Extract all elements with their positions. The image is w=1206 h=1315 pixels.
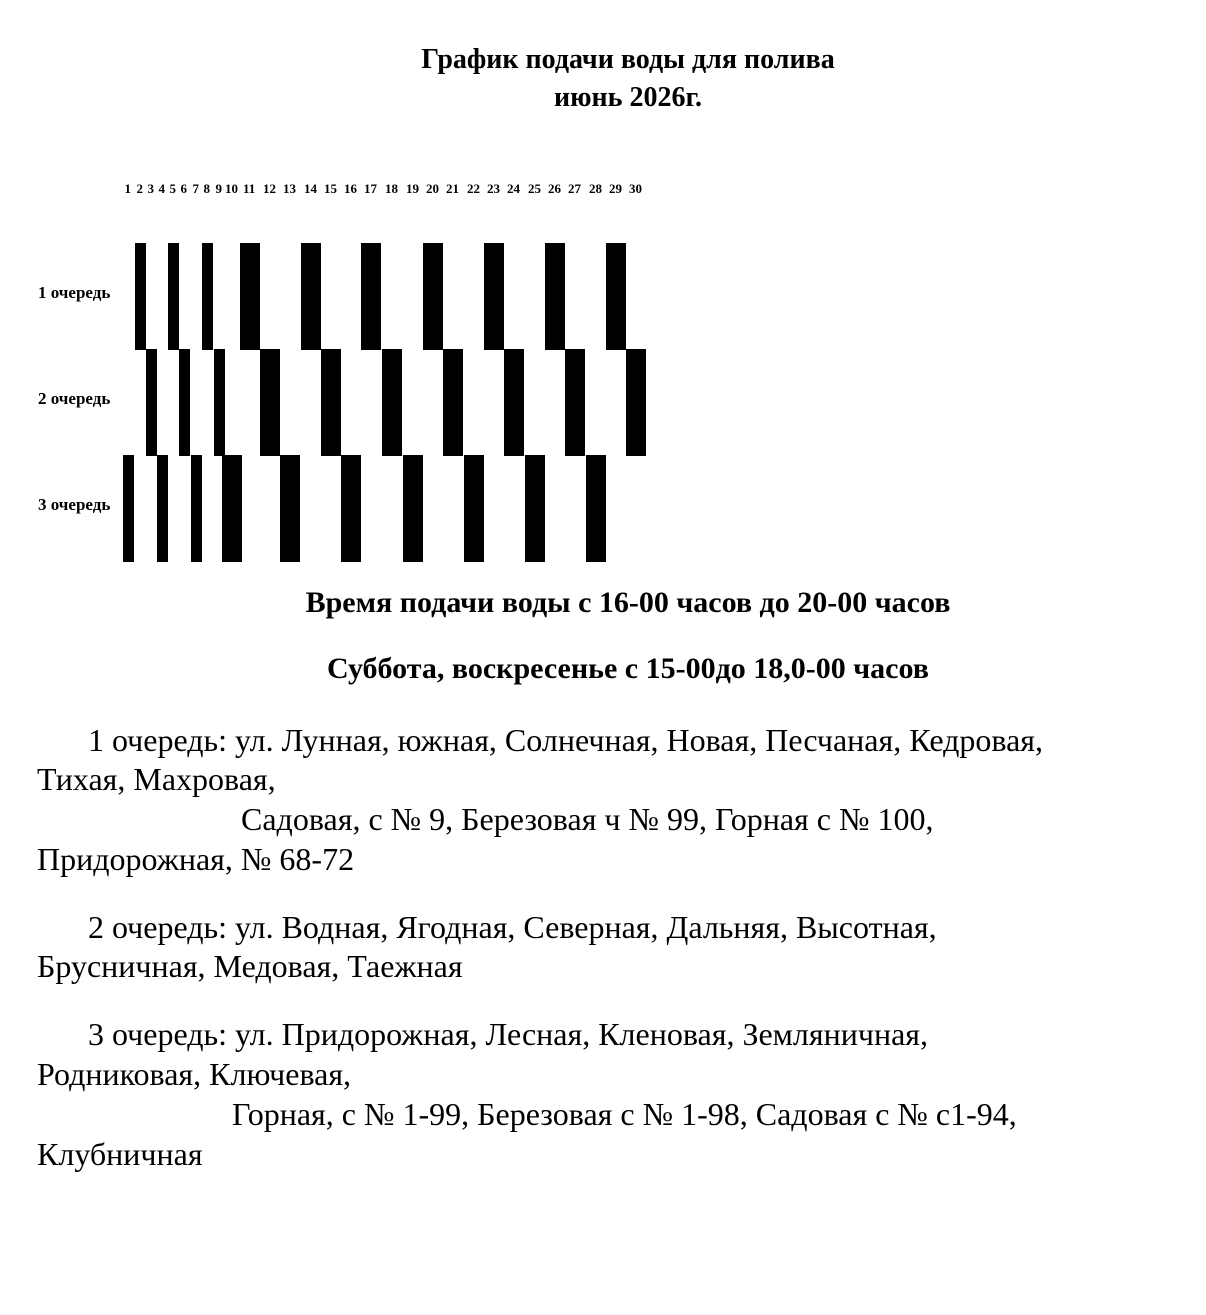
queue3-streets-line4: Клубничная [37, 1136, 203, 1172]
queue2-day-15-bar [321, 349, 341, 456]
queue2-day-24-bar [504, 349, 524, 456]
day-number-20: 20 [426, 181, 439, 196]
queue2-day-30-bar [626, 349, 646, 456]
day-number-25: 25 [528, 181, 541, 196]
queue-label-1: 1 очередь [38, 283, 111, 302]
queue2-day-12-bar [260, 349, 280, 456]
page-title: График подачи воды для полива [421, 44, 835, 75]
queue1-streets-line3: Садовая, с № 9, Березовая ч № 99, Горная с № 100, [241, 801, 934, 837]
day-number-5: 5 [169, 181, 176, 196]
queue2-day-27-bar [565, 349, 585, 456]
day-number-13: 13 [283, 181, 296, 196]
queue3-day-4-bar [157, 455, 168, 562]
day-number-4: 4 [158, 181, 165, 196]
day-number-1: 1 [124, 181, 131, 196]
day-number-12: 12 [263, 181, 276, 196]
day-number-22: 22 [467, 181, 480, 196]
queue2-day-6-bar [179, 349, 190, 456]
queue2-day-21-bar [443, 349, 463, 456]
day-number-17: 17 [364, 181, 377, 196]
queue1-day-5-bar [168, 243, 179, 350]
queue1-day-23-bar [484, 243, 504, 350]
queue3-day-16-bar [341, 455, 361, 562]
queue1-day-2-bar [135, 243, 146, 350]
queue1-streets-line4: Придорожная, № 68-72 [37, 841, 355, 877]
queue3-streets-line1: 3 очередь: ул. Придорожная, Лесная, Кленовая, Земляничная, [88, 1016, 928, 1052]
day-number-26: 26 [548, 181, 561, 196]
queue3-day-22-bar [464, 455, 484, 562]
day-number-15: 15 [324, 181, 337, 196]
queue2-day-18-bar [382, 349, 402, 456]
day-number-6: 6 [180, 181, 187, 196]
day-number-2: 2 [136, 181, 143, 196]
weekend-time-text: Суббота, воскресенье с 15-00до 18,0-00 часов [327, 652, 929, 685]
queue1-day-11-bar [240, 243, 260, 350]
day-number-27: 27 [568, 181, 581, 196]
queue1-day-29-bar [606, 243, 626, 350]
queue2-streets-line2: Брусничная, Медовая, Таежная [37, 948, 463, 984]
queue-label-3: 3 очередь [38, 495, 111, 514]
queue3-day-1-bar [123, 455, 134, 562]
queue1-day-26-bar [545, 243, 565, 350]
page-subtitle-month: июнь 2026г. [553, 82, 703, 113]
day-number-11: 11 [243, 181, 256, 196]
day-number-8: 8 [203, 181, 210, 196]
day-number-7: 7 [192, 181, 199, 196]
day-number-3: 3 [147, 181, 154, 196]
queue3-day-25-bar [525, 455, 545, 562]
queue1-day-14-bar [301, 243, 321, 350]
queue3-streets-line2: Родниковая, Ключевая, [37, 1056, 352, 1092]
queue-label-2: 2 очередь [38, 389, 111, 408]
queue3-day-19-bar [403, 455, 423, 562]
queue2-day-3-bar [146, 349, 157, 456]
queue2-day-9-bar [214, 349, 225, 456]
day-number-21: 21 [446, 181, 459, 196]
weekday-time-text: Время подачи воды с 16-00 часов до 20-00 часов [305, 586, 951, 619]
queue1-streets-line2: Тихая, Махровая, [37, 761, 276, 797]
queue1-day-20-bar [423, 243, 443, 350]
day-number-24: 24 [507, 181, 520, 196]
day-number-29: 29 [609, 181, 622, 196]
day-number-28: 28 [589, 181, 602, 196]
queue3-day-10-bar [222, 455, 242, 562]
day-number-18: 18 [385, 181, 398, 196]
day-number-9: 9 [215, 181, 222, 196]
day-number-16: 16 [344, 181, 357, 196]
queue3-day-13-bar [280, 455, 300, 562]
day-number-30: 30 [629, 181, 642, 196]
queue3-day-7-bar [191, 455, 202, 562]
day-number-10: 10 [225, 181, 238, 196]
queue3-day-28-bar [586, 455, 606, 562]
queue1-day-17-bar [361, 243, 381, 350]
day-number-14: 14 [304, 181, 317, 196]
queue2-streets-line1: 2 очередь: ул. Водная, Ягодная, Северная, Дальняя, Высотная, [88, 909, 937, 945]
day-number-23: 23 [487, 181, 500, 196]
queue1-streets-line1: 1 очередь: ул. Лунная, южная, Солнечная, Новая, Песчаная, Кедровая, [88, 722, 1044, 758]
day-number-19: 19 [406, 181, 419, 196]
queue1-day-8-bar [202, 243, 213, 350]
queue3-streets-line3: Горная, с № 1-99, Березовая с № 1-98, Садовая с № с1-94, [232, 1096, 1017, 1132]
